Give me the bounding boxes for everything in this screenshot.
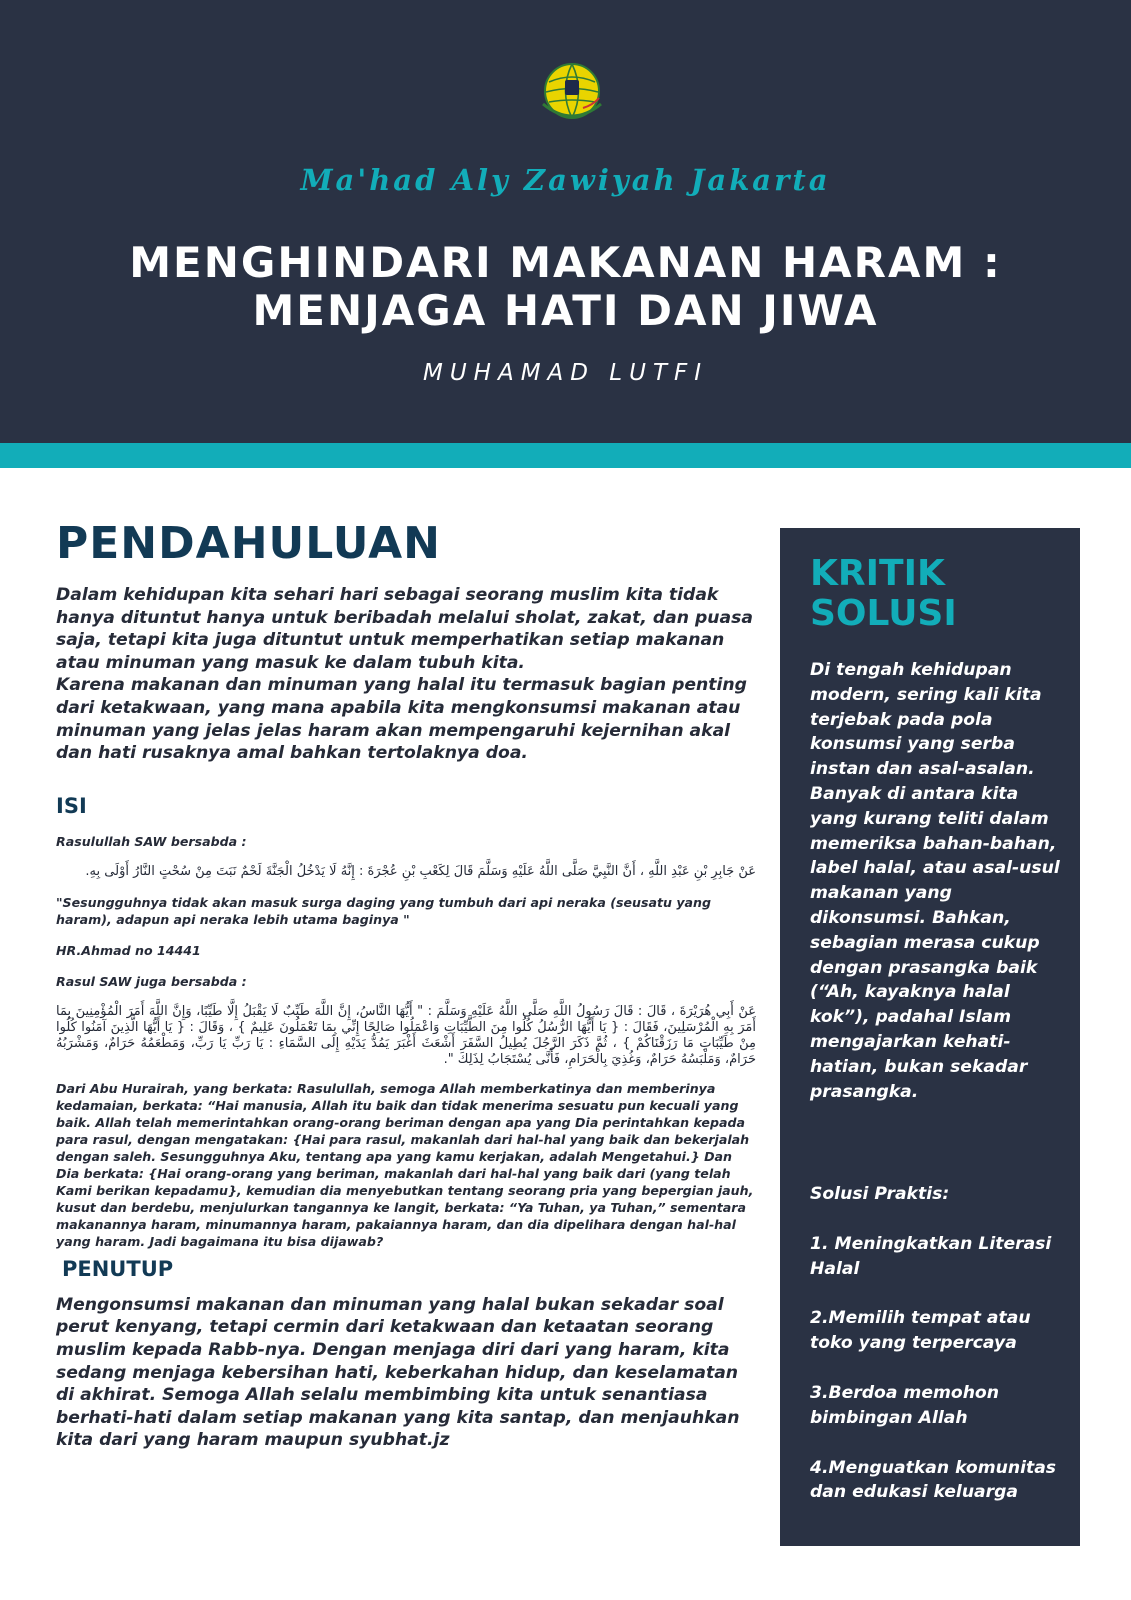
closing-paragraph: Mengonsumsi makanan dan minuman yang halal bukan sekadar soal perut kenyang, tetapi cermin dari ketakwaan dan ketaatan seorang muslim kepada Rabb-nya. Dengan menjaga diri dari yang haram, kita sedang menjaga kebersihan hati, keberkahan hidup, dan keselamatan di akhirat. Semoga Allah selalu membimbing kita untuk senantiasa berhati-hati dalam setiap makanan yang kita santap, dan menjauhkan kita dari yang haram maupun syubhat.jz	[56, 1294, 740, 1451]
closing-heading: PENUTUP	[62, 1256, 174, 1281]
solution-item: 4.Menguatkan komunitas dan edukasi keluarga	[810, 1457, 1057, 1503]
institution-name: Ma'had Aly Zawiyah Jakarta	[300, 163, 831, 197]
globe-emblem-icon	[537, 58, 607, 128]
sidebar-title-line-1: KRITIK	[810, 553, 945, 594]
hadith1-translation: "Sesungguhnya tidak akan masuk surga daging yang tumbuh dari api neraka (seusatu yang haram), adapun api neraka lebih utama baginya "	[56, 894, 712, 927]
title-line-1: MENGHINDARI MAKANAN HARAM :	[129, 238, 1002, 287]
sidebar-panel	[780, 528, 1080, 1546]
sidebar-body: Di tengah kehidupan modern, sering kali kita terjebak pada pola konsumsi yang serba instan dan asal-asalan. Banyak di antara kita yang kurang teliti dalam memeriksa bahan-bahan, label halal, atau asal-usul makanan yang dikonsumsi. Bahkan, sebagian merasa cukup dengan prasangka baik (“Ah, kayaknya halal kok”), padahal Islam mengajarkan kehati-hatian, bukan sekadar prasangka.	[810, 660, 1060, 1102]
hadith2-intro: Rasul SAW juga bersabda :	[56, 973, 247, 989]
hadith2-translation: Dari Abu Hurairah, yang berkata: Rasulullah, semoga Allah memberkatinya dan memberinya kedamaian, berkata: “Hai manusia, Allah itu baik dan tidak menerima sesuatu pun kecuali yang baik. Allah telah memerintahkan orang-orang beriman dengan apa yang Dia perintahkan kepada para rasul, dengan mengatakan: {Hai para rasul, makanlah dari hal-hal yang baik dan bekerjalah dengan saleh. Sesungguhnya Aku, tentang apa yang kamu kerjakan, adalah Mengetahui.} Dan Dia berkata: {Hai orang-orang yang beriman, makanlah dari hal-hal yang baik dari (yang telah Kami berikan kepadamu}, kemudian dia menyebutkan tentang seorang pria yang bepergian jauh, kusut dan berdebu, menjulurkan tangannya ke langit, berkata: “Ya Tuhan, ya Tuhan,” sementara makanannya haram, minumannya haram, pakaiannya haram, dan dia dipelihara dengan hal-hal yang haram. Jadi bagaimana itu bisa dijawab?	[56, 1080, 754, 1249]
intro-heading: PENDAHULUAN	[56, 518, 441, 569]
solution-item: 3.Berdoa memohon bimbingan Allah	[810, 1382, 999, 1428]
solutions-list	[810, 1182, 1060, 1505]
sidebar-title	[810, 554, 1070, 634]
isi-heading: ISI	[56, 793, 87, 818]
page-title	[0, 239, 1131, 335]
main-column	[56, 518, 756, 1452]
hadith1-arabic: عَنْ جَابِرِ بْنِ عَبْدِ اللَّهِ ، أَنَّ النَّبِيَّ صَلَّى اللَّهُ عَلَيْهِ وَسَلَّمَ قَالَ لِكَعْبِ بْنِ عُجْرَةَ : إِنَّهُ لَا يَدْخُلُ الْجَنَّةَ لَحْمٌ نَبَتَ مِنْ سُحْتٍ النَّارُ أَوْلَى بِهِ.	[85, 863, 756, 879]
solutions-heading: Solusi Praktis:	[810, 1184, 950, 1204]
hadith1-source: HR.Ahmad no 14441	[56, 942, 201, 958]
intro-paragraph: Dalam kehidupan kita sehari hari sebagai seorang muslim kita tidak hanya dituntut hanya untuk beribadah melalui sholat, zakat, dan puasa saja, tetapi kita juga dituntut untuk memperhatikan setiap makanan atau minuman yang masuk ke dalam tubuh kita. Karena makanan dan minuman yang halal itu termasuk bagian penting dari ketakwaan, yang mana apabila kita mengkonsumsi makanan atau minuman yang jelas jelas haram akan mempengaruhi kejernihan akal dan hati rusaknya amal bahkan tertolaknya doa.	[56, 585, 753, 764]
solution-item: 2.Memilih tempat atau toko yang terpercaya	[810, 1308, 1031, 1354]
hadith2-arabic: عَنْ أَبِي هُرَيْرَةَ ، قَالَ : قَالَ رَسُولُ اللَّهِ صَلَّى اللَّهُ عَلَيْهِ وَسَلَّمَ : " أَيُّهَا النَّاسُ، إِنَّ اللَّهَ طَيِّبٌ لَا يَقْبَلُ إِلَّا طَيِّبًا، وَإِنَّ اللَّهَ أَمَرَ الْمُؤْمِنِينَ بِمَا أَمَرَ بِهِ الْمُرْسَلِينَ، فَقَالَ : { يَا أَيُّهَا الرُّسُلُ كُلُوا مِنَ الطَّيِّبَاتِ وَاعْمَلُوا صَالِحًا إِنِّي بِمَا تَعْمَلُونَ عَلِيمٌ } ، وَقَالَ : { يَا أَيُّهَا الَّذِينَ آمَنُوا كُلُوا مِنْ طَيِّبَاتِ مَا رَزَقْنَاكُمْ } ، ثُمَّ ذَكَرَ الرَّجُلَ يُطِيلُ السَّفَرَ أَشْعَثَ أَغْبَرَ يَمُدُّ يَدَيْهِ إِلَى السَّمَاءِ : يَا رَبِّ يَا رَبِّ، وَمَطْعَمُهُ حَرَامٌ، وَمَشْرَبُهُ حَرَامٌ، وَمَلْبَسُهُ حَرَامٌ، وَغُذِيَ بِالْحَرَامِ، فَأَنَّى يُسْتَجَابُ لِذَلِكَ ".	[56, 1003, 756, 1067]
solution-item: 1. Meningkatkan Literasi Halal	[810, 1233, 1052, 1279]
sidebar-title-line-2: SOLUSI	[810, 593, 957, 634]
author-name: MUHAMAD LUTFI	[422, 360, 709, 386]
accent-band	[0, 443, 1131, 468]
hadith1-intro: Rasulullah SAW bersabda :	[56, 833, 247, 849]
title-line-2: MENJAGA HATI DAN JIWA	[252, 286, 879, 335]
